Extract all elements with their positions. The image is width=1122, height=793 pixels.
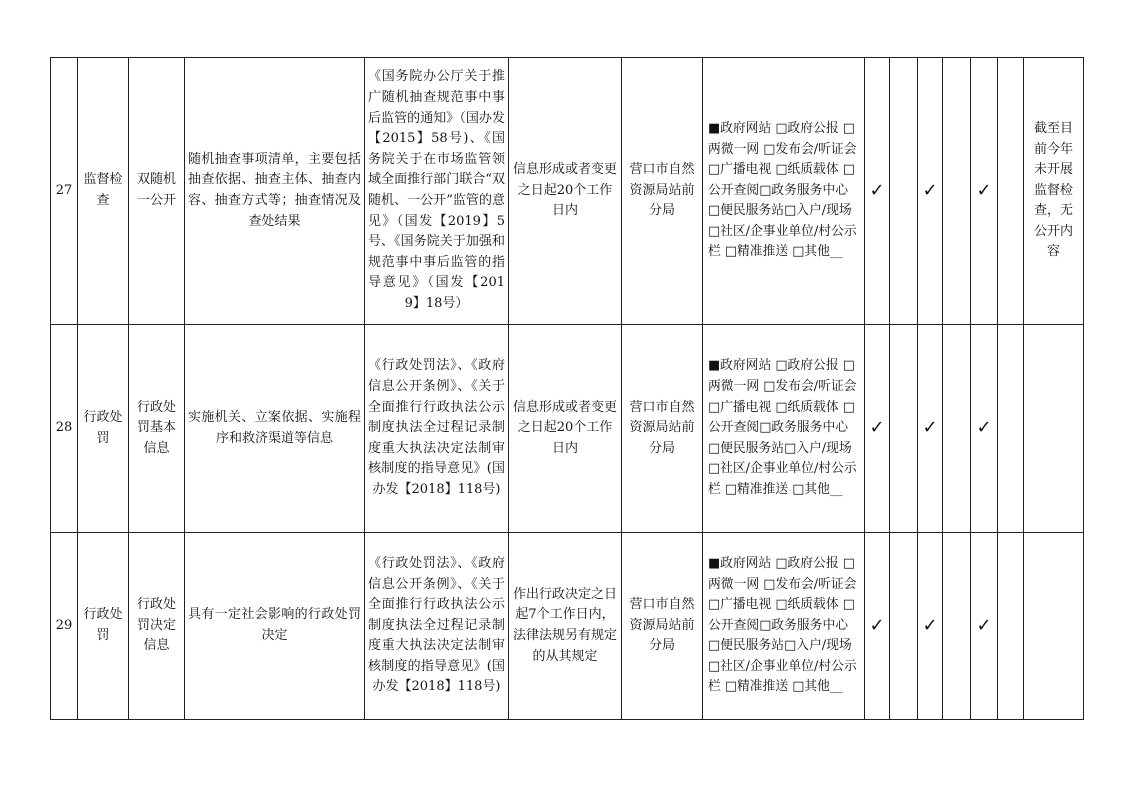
subject-cell: 营口市自然资源局站前分局	[622, 533, 703, 720]
time-limit-cell: 信息形成或者变更之日起20个工作日内	[509, 325, 622, 533]
check-cell-1: ✓	[865, 325, 890, 533]
category-cell: 行政处罚	[78, 325, 129, 533]
time-limit-cell: 作出行政决定之日起7个工作日内，法律法规另有规定的从其规定	[509, 533, 622, 720]
category-cell: 监督检查	[78, 58, 129, 325]
subject-cell: 营口市自然资源局站前分局	[622, 58, 703, 325]
basis-cell: 《行政处罚法》、《政府信息公开条例》、《关于全面推行行政执法公示制度执法全过程记录制度重大执法决定法制审核制度的指导意见》(国办发【2018】118号)	[365, 325, 509, 533]
check-cell-6	[998, 325, 1024, 533]
table-row	[51, 533, 1084, 720]
disclosure-table	[50, 57, 1084, 720]
check-cell-6	[998, 533, 1024, 720]
check-cell-5: ✓	[971, 533, 998, 720]
subcategory-cell: 行政处罚决定信息	[129, 533, 185, 720]
channels-cell: ■政府网站 □政府公报 □两微一网 □发布会/听证会 □广播电视 □纸质载体 □公开查阅□政务服务中心 □便民服务站□入户/现场 □社区/企事业单位/村公示栏 □精准推送 □其他__	[703, 533, 865, 720]
check-cell-3: ✓	[918, 325, 943, 533]
table-row	[51, 58, 1084, 325]
remark-cell: 截至目前今年未开展监督检查，无公开内容	[1024, 58, 1084, 325]
subcategory-cell: 双随机一公开	[129, 58, 185, 325]
check-cell-2	[890, 533, 918, 720]
time-limit-cell: 信息形成或者变更之日起20个工作日内	[509, 58, 622, 325]
basis-cell: 《行政处罚法》、《政府信息公开条例》、《关于全面推行行政执法公示制度执法全过程记录制度重大执法决定法制审核制度的指导意见》(国办发【2018】118号)	[365, 533, 509, 720]
check-cell-4	[943, 533, 971, 720]
check-cell-4	[943, 325, 971, 533]
check-cell-2	[890, 58, 918, 325]
check-cell-4	[943, 58, 971, 325]
content-cell: 随机抽查事项清单，主要包括抽查依据、抽查主体、抽查内容、抽查方式等；抽查情况及查处结果	[185, 58, 365, 325]
check-cell-1: ✓	[865, 533, 890, 720]
category-cell: 行政处罚	[78, 533, 129, 720]
table-row	[51, 325, 1084, 533]
subject-cell: 营口市自然资源局站前分局	[622, 325, 703, 533]
row-number: 28	[51, 325, 78, 533]
check-cell-1: ✓	[865, 58, 890, 325]
content-cell: 具有一定社会影响的行政处罚决定	[185, 533, 365, 720]
remark-cell	[1024, 533, 1084, 720]
check-cell-5: ✓	[971, 325, 998, 533]
check-cell-6	[998, 58, 1024, 325]
content-cell: 实施机关、立案依据、实施程序和救济渠道等信息	[185, 325, 365, 533]
row-number: 29	[51, 533, 78, 720]
check-cell-2	[890, 325, 918, 533]
remark-cell	[1024, 325, 1084, 533]
channels-cell: ■政府网站 □政府公报 □两微一网 □发布会/听证会 □广播电视 □纸质载体 □公开查阅□政务服务中心 □便民服务站□入户/现场 □社区/企事业单位/村公示栏 □精准推送 □其他__	[703, 325, 865, 533]
row-number: 27	[51, 58, 78, 325]
check-cell-5: ✓	[971, 58, 998, 325]
check-cell-3: ✓	[918, 533, 943, 720]
basis-cell: 《国务院办公厅关于推广随机抽查规范事中事后监管的通知》（国办发【2015】58号)、《国务院关于在市场监管领域全面推行部门联合“双随机、一公开”监管的意见》（国发【2019】5号、《国务院关于加强和规范事中事后监管的指导意见》（国发【2019】18号）	[365, 58, 509, 325]
subcategory-cell: 行政处罚基本信息	[129, 325, 185, 533]
check-cell-3: ✓	[918, 58, 943, 325]
channels-cell: ■政府网站 □政府公报 □两微一网 □发布会/听证会 □广播电视 □纸质载体 □公开查阅□政务服务中心 □便民服务站□入户/现场 □社区/企事业单位/村公示栏 □精准推送 □其他__	[703, 58, 865, 325]
